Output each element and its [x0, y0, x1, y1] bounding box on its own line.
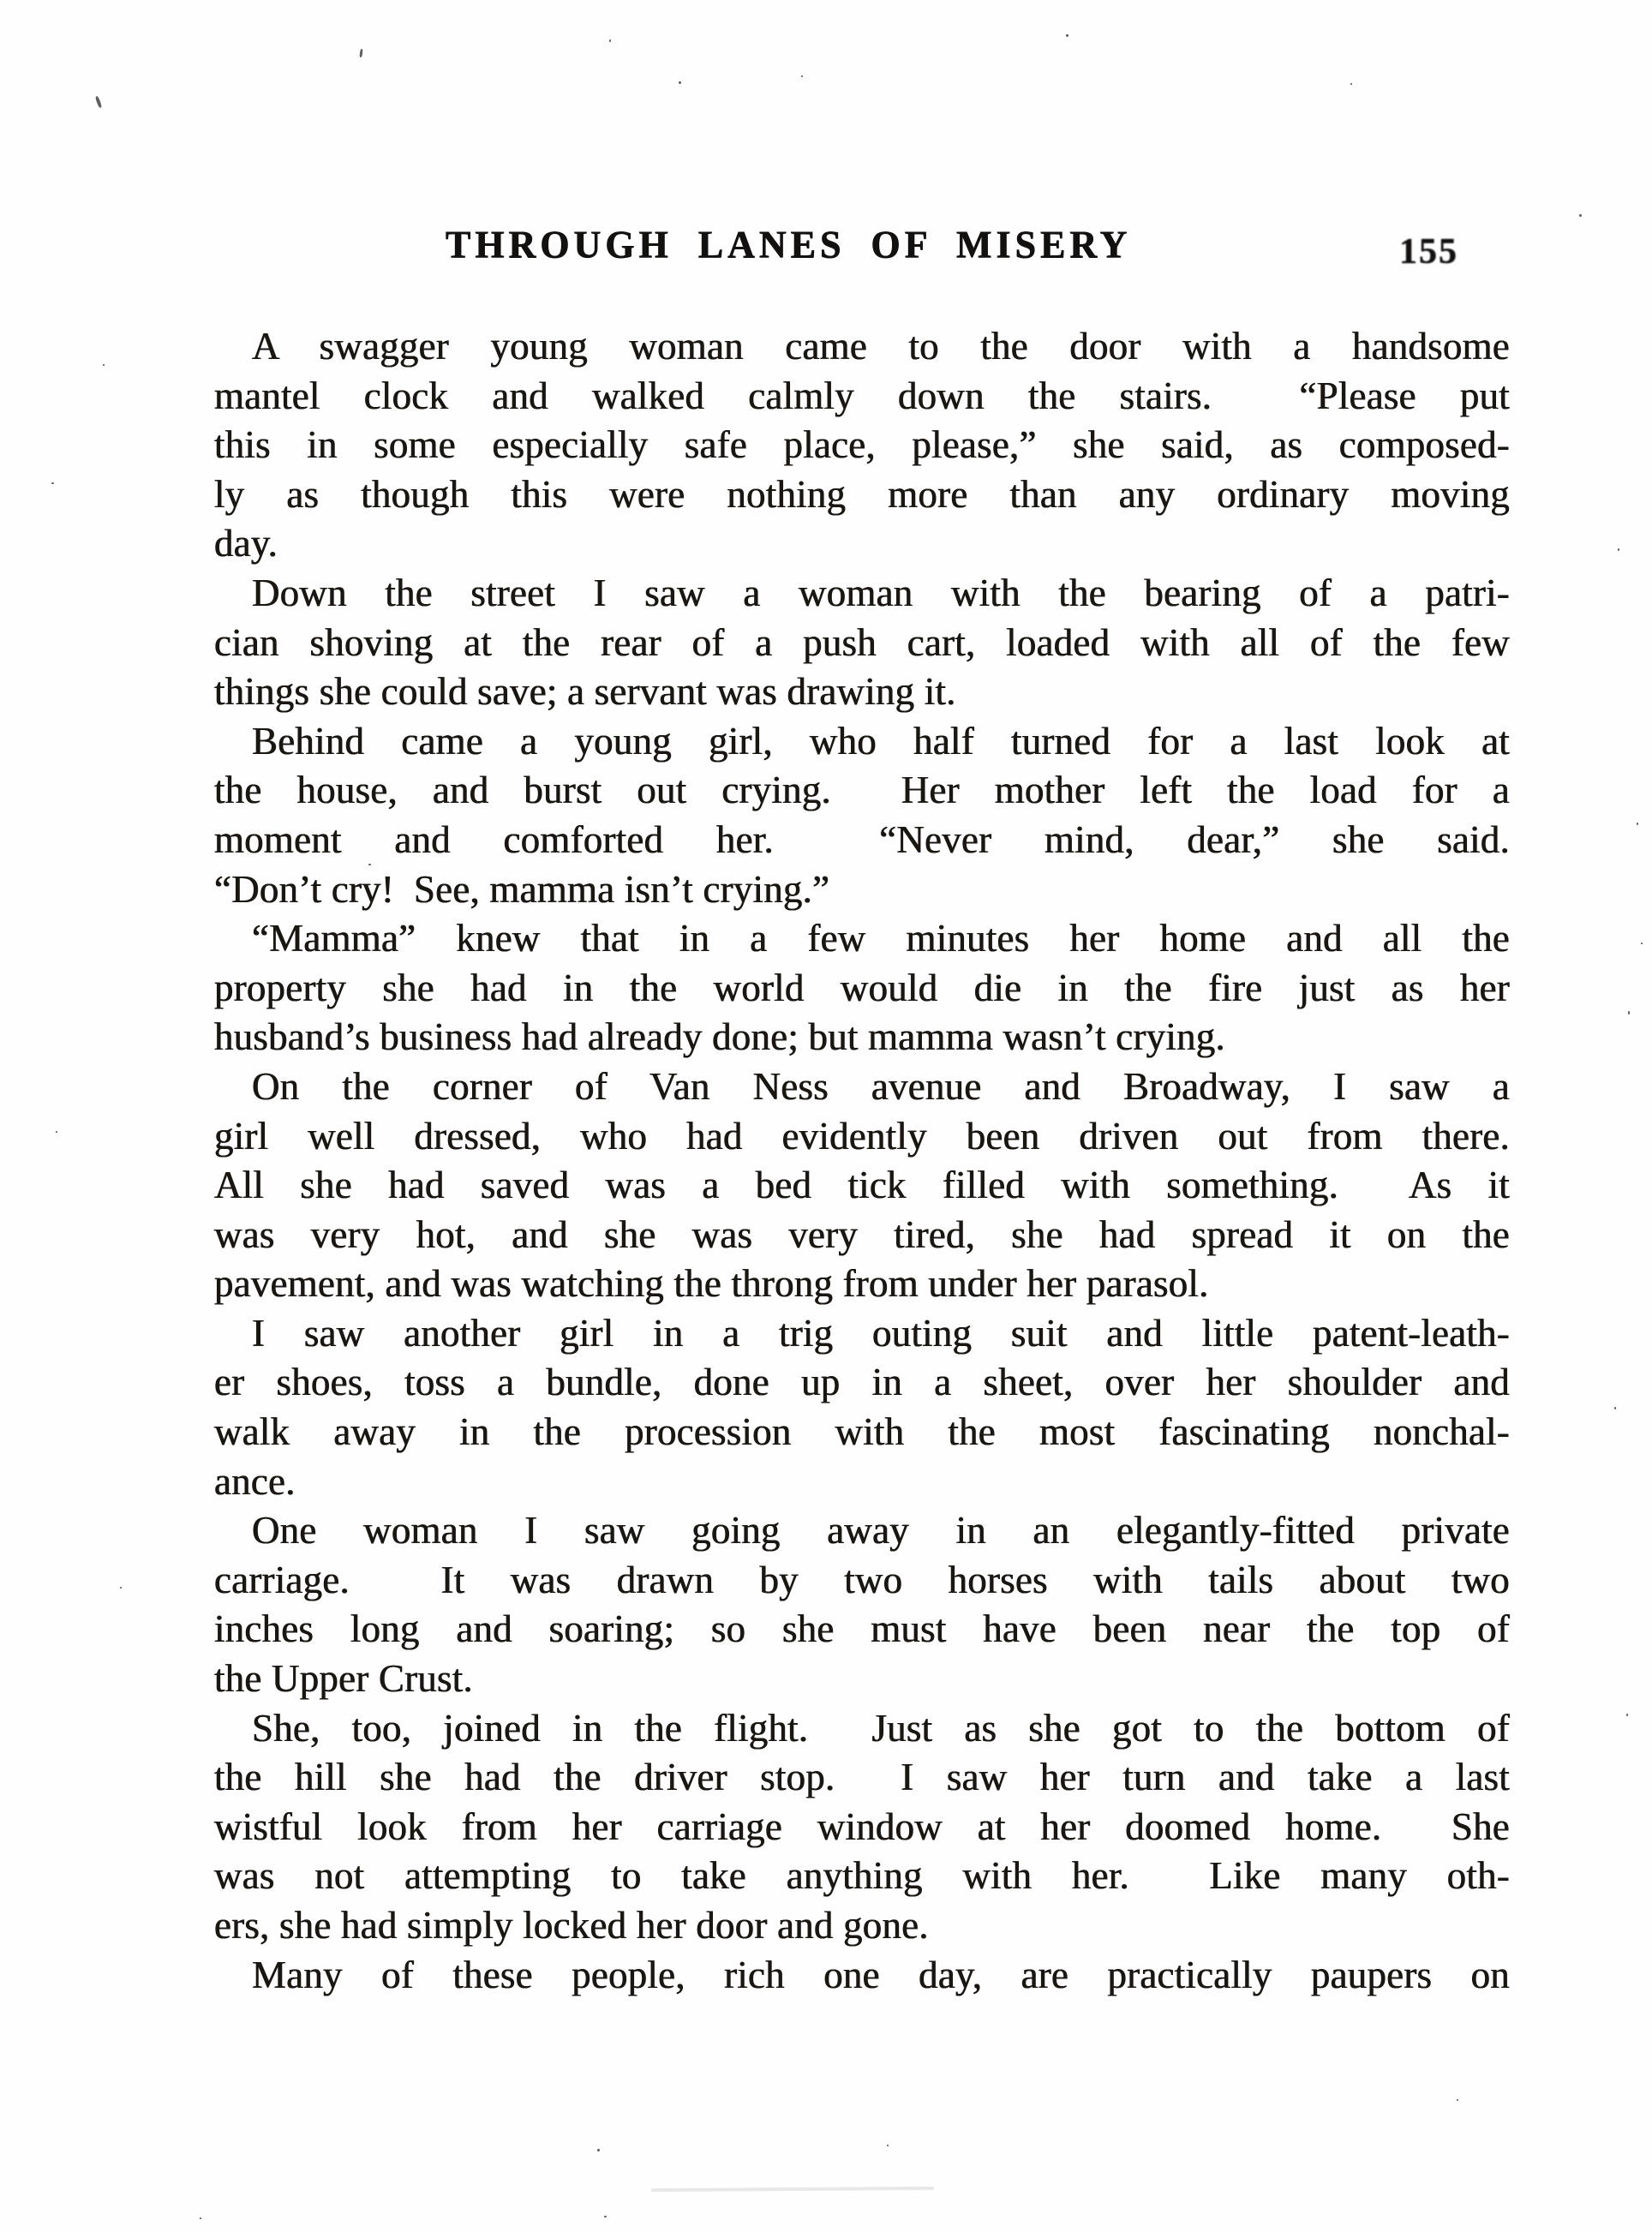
- text-line: things she could save; a servant was drawing it.: [214, 670, 956, 714]
- text-line: Down the street I saw a woman with the bearing of a patri-: [252, 571, 1510, 614]
- scan-speck: [359, 49, 362, 57]
- scan-speck: [1626, 1714, 1628, 1716]
- scan-speck: [103, 364, 105, 366]
- text-line: I saw another girl in a trig outing suit and little patent-leath-: [252, 1311, 1510, 1355]
- text-line: er shoes, toss a bundle, done up in a sheet, over her shoulder and: [214, 1361, 1510, 1404]
- text-line: On the corner of Van Ness avenue and Broadway, I saw a: [252, 1064, 1510, 1108]
- scan-speck: [1066, 34, 1068, 37]
- text-line: mantel clock and walked calmly down the stairs. “Please put: [214, 374, 1510, 417]
- text-line: the Upper Crust.: [214, 1657, 473, 1701]
- scan-speck: [95, 96, 103, 109]
- scan-speck: [120, 1587, 122, 1589]
- scan-speck: [597, 2149, 600, 2151]
- text-line: the hill she had the driver stop. I saw her turn and take a last: [214, 1756, 1510, 1799]
- scan-speck: [1457, 2099, 1458, 2101]
- text-line: “Mamma” knew that in a few minutes her home and all the: [252, 917, 1510, 960]
- text-line: One woman I saw going away in an elegantly-fitted private: [252, 1509, 1510, 1553]
- text-line: She, too, joined in the flight. Just as she got to the bottom of: [252, 1706, 1510, 1750]
- running-header-title: THROUGH LANES OF MISERY: [446, 223, 1132, 266]
- text-line: moment and comforted her. “Never mind, dear,” she said.: [214, 817, 1510, 861]
- text-line: All she had saved was a bed tick filled with something. As it: [214, 1164, 1510, 1207]
- text-line: wistful look from her carriage window at her doomed home. She: [214, 1804, 1510, 1848]
- text-line: Behind came a young girl, who half turned for a last look at: [252, 719, 1510, 763]
- text-line: day.: [214, 522, 278, 565]
- scan-speck: [1614, 1407, 1616, 1409]
- text-line: carriage. It was drawn by two horses with tails about two: [214, 1558, 1510, 1601]
- scan-speck: [801, 75, 803, 77]
- text-line: husband’s business had already done; but mamma wasn’t crying.: [214, 1015, 1225, 1059]
- text-line: girl well dressed, who had evidently been driven out from there.: [214, 1114, 1510, 1158]
- text-line: Many of these people, rich one day, are practically paupers on: [252, 1953, 1510, 1996]
- scan-speck: [604, 2216, 607, 2217]
- scan-speck: [1637, 823, 1638, 825]
- scan-speck: [1628, 1011, 1630, 1014]
- text-line: property she had in the world would die in the fire just as her: [214, 966, 1510, 1009]
- text-line: “Don’t cry! See, mamma isn’t crying.”: [214, 867, 830, 911]
- text-line: walk away in the procession with the most fascinating nonchal-: [214, 1410, 1510, 1454]
- text-line: inches long and soaring; so she must have been near the top of: [214, 1607, 1510, 1651]
- scan-speck: [887, 2145, 889, 2146]
- text-line: pavement, and was watching the throng from under her parasol.: [214, 1262, 1209, 1306]
- scan-speck: [200, 2217, 201, 2219]
- scan-speck: [368, 864, 371, 865]
- scan-speck: [51, 482, 54, 484]
- scan-speck: [679, 81, 681, 84]
- text-line: the house, and burst out crying. Her mother left the load for a: [214, 769, 1510, 812]
- scan-speck: [1579, 214, 1582, 217]
- scan-streak: [651, 2187, 934, 2192]
- scan-speck: [1641, 942, 1643, 944]
- page-number: 155: [1399, 232, 1458, 272]
- scan-speck: [609, 39, 611, 42]
- page-body: [214, 322, 1510, 2000]
- scan-speck: [1350, 83, 1352, 85]
- scan-speck: [56, 1131, 57, 1133]
- text-line: A swagger young woman came to the door with a handsome: [252, 325, 1510, 368]
- text-line: was very hot, and she was very tired, she had spread it on the: [214, 1212, 1510, 1256]
- text-line: ers, she had simply locked her door and gone.: [214, 1904, 929, 1947]
- scan-speck: [1618, 548, 1619, 551]
- text-line: this in some especially safe place, please,” she said, as composed-: [214, 423, 1510, 467]
- text-line: cian shoving at the rear of a push cart, loaded with all of the few: [214, 620, 1510, 664]
- text-line: was not attempting to take anything with her. Like many oth-: [214, 1854, 1510, 1898]
- text-line: ly as though this were nothing more than any ordinary moving: [214, 472, 1510, 516]
- text-line: ance.: [214, 1459, 296, 1503]
